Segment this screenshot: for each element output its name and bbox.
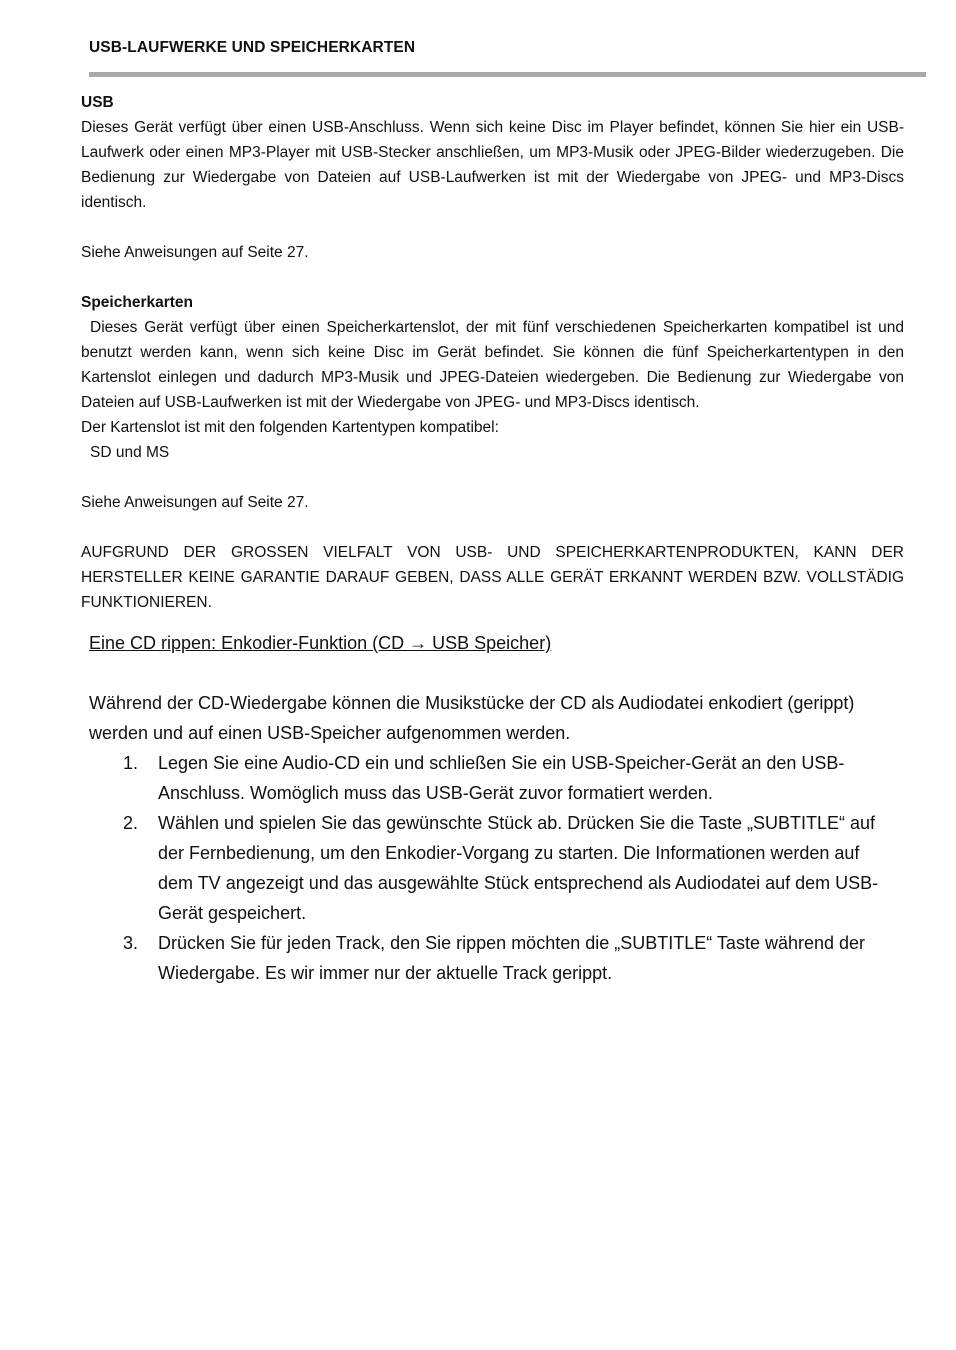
rip-intro: Während der CD-Wiedergabe können die Musikstücke der CD als Audiodatei enkodiert (gerippt) werden und auf einen USB-Speicher aufgenommen werden. bbox=[89, 693, 855, 743]
step-text: Legen Sie eine Audio-CD ein und schließen Sie ein USB-Speicher-Gerät an den USB-Anschluss. Womöglich muss das USB-Gerät zuvor formatiert werden. bbox=[158, 753, 845, 803]
main-content bbox=[81, 90, 904, 615]
list-item bbox=[89, 808, 889, 928]
step-text: Drücken Sie für jeden Track, den Sie rippen möchten die „SUBTITLE“ Taste während der Wiedergabe. Es wir immer nur der aktuelle Track gerippt. bbox=[158, 933, 866, 983]
step-number: 2. bbox=[123, 813, 139, 833]
list-item bbox=[89, 748, 889, 808]
cards-compat-line: Der Kartenslot ist mit den folgenden Kartentypen kompatibel: bbox=[81, 419, 499, 436]
page-header-title: USB-LAUFWERKE UND SPEICHERKARTEN bbox=[89, 39, 416, 56]
usb-section-title: USB bbox=[81, 94, 114, 111]
rip-steps-list bbox=[89, 748, 889, 988]
usb-section-body: Dieses Gerät verfügt über einen USB-Anschluss. Wenn sich keine Disc im Player befindet, können Sie hier ein USB-Laufwerk oder einen MP3-Player mit USB-Stecker anschließen, um MP3-Musik oder JPEG-Bilder wiederzugeben. Die Bedienung zur Wiedergabe von Dateien auf USB-Laufwerken ist mit der Wiedergabe von JPEG- und MP3-Discs identisch. bbox=[81, 119, 904, 211]
list-item bbox=[89, 928, 889, 988]
rip-section-title: Eine CD rippen: Enkodier-Funktion (CD → USB Speicher) bbox=[89, 633, 552, 653]
cards-section-title: Speicherkarten bbox=[81, 294, 193, 311]
disclaimer-text: AUFGRUND DER GROSSEN VIELFALT VON USB- UND SPEICHERKARTENPRODUKTEN, KANN DER HERSTELLER KEINE GARANTIE DARAUF GEBEN, DASS ALLE GERÄT ERKANNT WERDEN BZW. VOLLSTÄDIG FUNKTIONIEREN. bbox=[81, 544, 904, 611]
step-number: 3. bbox=[123, 933, 139, 953]
usb-see-page: Siehe Anweisungen auf Seite 27. bbox=[81, 244, 309, 261]
header-divider bbox=[89, 72, 926, 77]
cards-see-page: Siehe Anweisungen auf Seite 27. bbox=[81, 494, 309, 511]
step-text: Wählen und spielen Sie das gewünschte Stück ab. Drücken Sie die Taste „SUBTITLE“ auf der Fernbedienung, um den Enkodier-Vorgang zu starten. Die Informationen werden auf dem TV angezeigt und das ausgewählte Stück entsprechend als Audiodatei auf dem USB-Gerät gespeichert. bbox=[158, 813, 879, 923]
cards-types: SD und MS bbox=[90, 444, 170, 461]
cards-section-body: Dieses Gerät verfügt über einen Speicherkartenslot, der mit fünf verschiedenen Speicherkarten kompatibel ist und benutzt werden kann, wenn sich keine Disc im Gerät befindet. Sie können die fünf Speicherkartentypen in den Kartenslot einlegen und dadurch MP3-Musik und JPEG-Dateien wiedergeben. Die Bedienung zur Wiedergabe von Dateien auf USB-Laufwerken ist mit der Wiedergabe von JPEG- und MP3-Discs identisch. bbox=[81, 319, 904, 411]
step-number: 1. bbox=[123, 753, 139, 773]
rip-section bbox=[89, 628, 889, 988]
